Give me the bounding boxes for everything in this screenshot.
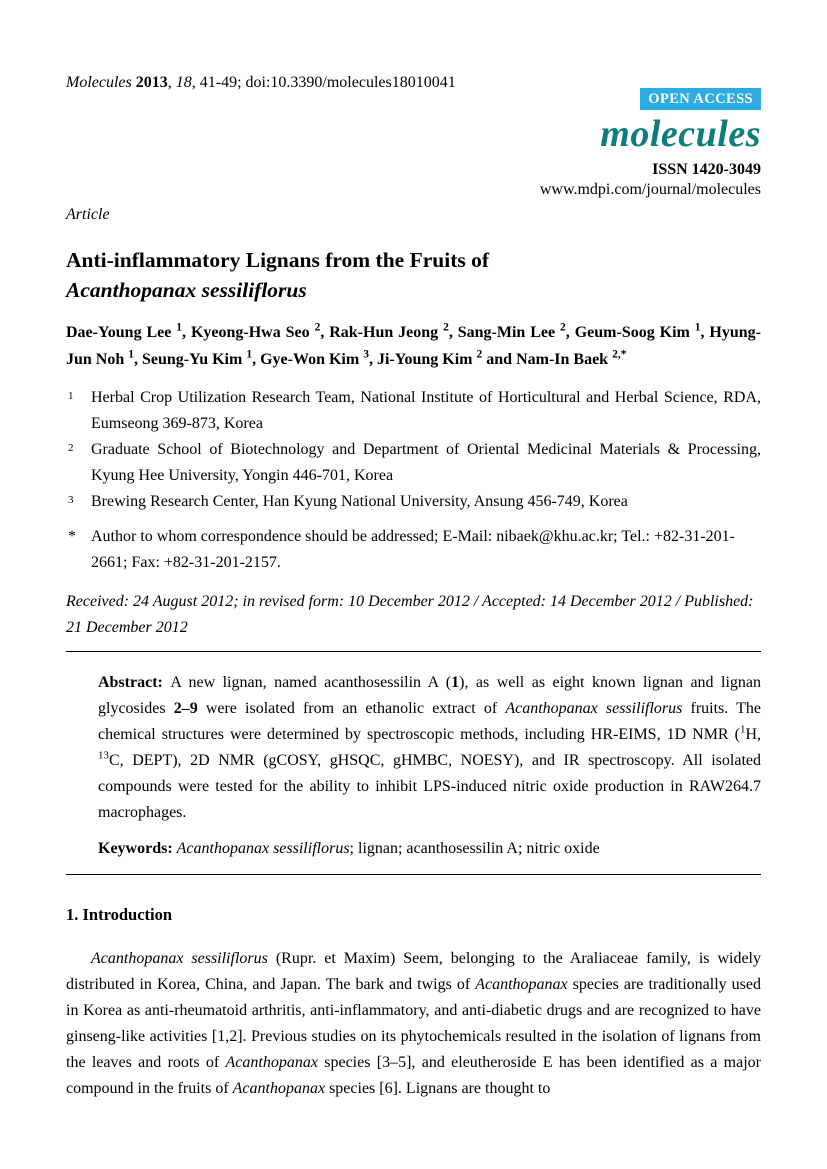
divider-bottom bbox=[66, 874, 761, 875]
journal-logo: molecules bbox=[600, 112, 761, 155]
affiliation-marker: 2 bbox=[68, 441, 74, 454]
publication-history: Received: 24 August 2012; in revised form: 10 December 2012 / Accepted: 14 December 2012 / Published: 21 December 2012 bbox=[66, 592, 754, 636]
article-title bbox=[66, 245, 761, 305]
issn-label: ISSN 1420-3049 bbox=[652, 160, 761, 178]
correspondence-text-suffix: ; Tel.: +82-31-201-2661; Fax: +82-31-201-2157. bbox=[91, 527, 735, 571]
journal-url-link[interactable]: www.mdpi.com/journal/molecules bbox=[539, 180, 761, 198]
email-link[interactable]: nibaek@khu.ac.kr bbox=[496, 527, 614, 545]
keywords-text: Keywords: Acanthopanax sessiliflorus; lignan; acanthosessilin A; nitric oxide bbox=[98, 839, 600, 857]
author-list: Dae-Young Lee $^1$, Kyeong-Hwa Seo $^2$, Rak-Hun Jeong $^2$, Sang-Min Lee $^2$, Geum-Soog Kim $^1$, Hyung-Jun Noh $^1$, Seung-Yu Kim $^1$, Gye-Won Kim $^3$, Ji-Young Kim $^2$ and Nam-In Baek $^{2,*}$ bbox=[66, 321, 762, 368]
affiliation-text: Brewing Research Center, Han Kyung National University, Ansung 456-749, Korea bbox=[91, 492, 628, 510]
article-type-label: Article bbox=[66, 205, 110, 223]
affiliation-list bbox=[66, 385, 761, 515]
correspondence-text: Author to whom correspondence should be addressed; E-Mail: bbox=[91, 527, 497, 545]
affiliation-item bbox=[66, 437, 761, 489]
open-access-badge: OPEN ACCESS bbox=[640, 88, 761, 110]
introduction-paragraph: Acanthopanax sessiliflorus (Rupr. et Maxim) Seem, belonging to the Araliaceae family, is widely distributed in Korea, China, and Japan. The bark and twigs of Acanthopanax species are traditionally used in Korea as anti-rheumatoid arthritis, anti-inflammatory, and anti-diabetic drugs and are recognized to have ginseng-like activities [1,2]. Previous studies on its phytochemicals resulted in the isolation of lignans from the leaves and roots of Acanthopanax species [3–5], and eleutheroside E has been identified as a major compound in the fruits of Acanthopanax species [6]. Lignans are thought to bbox=[66, 949, 762, 1097]
affiliation-item bbox=[66, 489, 761, 515]
correspondence-note bbox=[66, 524, 761, 576]
affiliation-marker: 3 bbox=[68, 493, 74, 506]
affiliation-text: Herbal Crop Utilization Research Team, National Institute of Horticultural and Herbal Science, RDA, Eumseong 369-873, Korea bbox=[91, 388, 761, 432]
divider-top bbox=[66, 651, 761, 652]
affiliation-text: Graduate School of Biotechnology and Department of Oriental Medicinal Materials & Processing, Kyung Hee University, Yongin 446-701, Korea bbox=[91, 440, 761, 484]
affiliation-item bbox=[66, 385, 761, 437]
correspondence-marker: * bbox=[68, 527, 76, 545]
journal-masthead bbox=[66, 88, 761, 200]
affiliation-marker: 1 bbox=[68, 389, 74, 402]
abstract-text: Abstract: A new lignan, named acanthosessilin A (1), as well as eight known lignan and lignan glycosides 2–9 were isolated from an ethanolic extract of Acanthopanax sessiliflorus fruits. The chemical structures were determined by spectroscopic methods, including HR-EIMS, 1D NMR ($^1$H, $^{13}$C, DEPT), 2D NMR (gCOSY, gHSQC, gHMBC, NOESY), and IR spectroscopy. All isolated compounds were tested for the ability to inhibit LPS-induced nitric oxide production in RAW264.7 macrophages. bbox=[98, 673, 762, 821]
article-title-line1: Anti-inflammatory Lignans from the Fruits of bbox=[66, 247, 490, 272]
article-title-line2: Acanthopanax sessiliflorus bbox=[66, 277, 307, 302]
journal-citation: Molecules 2013, 18, 41-49; doi:10.3390/molecules18010041 bbox=[66, 74, 456, 91]
introduction-heading: 1. Introduction bbox=[66, 904, 173, 924]
